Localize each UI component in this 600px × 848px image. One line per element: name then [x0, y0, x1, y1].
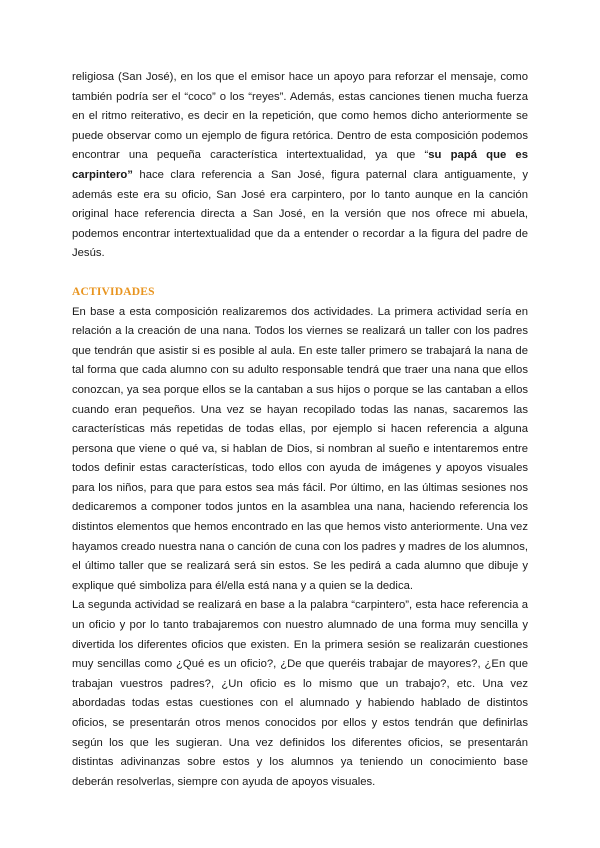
intro-bold-quote: su papá que es carpintero”	[72, 149, 528, 181]
document-page	[72, 68, 528, 792]
intro-paragraph	[72, 68, 528, 264]
activity-paragraph-2: La segunda actividad se realizará en base a la palabra “carpintero”, esta hace referencia a un oficio y por lo tanto trabajaremos con nuestro alumnado de una forma muy sencilla y divertida los diferentes oficios que existen. En la primera sesión se realizarán cuestiones muy sencillas como ¿Qué es un oficio?, ¿De que queréis trabajar de mayores?, ¿En que trabajan vuestros padres?, ¿Un oficio es lo mismo que un trabajo?, etc. Una vez abordadas todas estas cuestiones con el alumnado y habiendo hablado de distintos oficios, se presentarán otros menos conocidos por ellos y estos tendrán que definirlas según los que les sugieran. Una vez definidos los diferentes oficios, se presentarán distintas adivinanzas sobre estos y los alumnos ya teniendo un conocimiento base deberán resolverlas, siempre con ayuda de apoyos visuales.	[72, 599, 528, 788]
intro-text-before: religiosa (San José), en los que el emisor hace un apoyo para reforzar el mensaje, como también podría ser el “coco” o los “reyes”. Además, estas canciones tienen mucha fuerza en el ritmo reiterativo, es decir en la repetición, que como hemos dicho anteriormente se puede observar como un ejemplo de figura retórica. Dentro de esta composición podemos encontrar una pequeña característica intertextualidad, ya que “	[72, 71, 528, 162]
activity-paragraph-1: En base a esta composición realizaremos dos actividades. La primera actividad sería en relación a la creación de una nana. Todos los viernes se realizará un taller con los padres que tendrán que asistir si es posible al aula. En este taller primero se trabajará la nana de tal forma que cada alumno con su adulto responsable tendrá que traer una nana que ellos conozcan, ya sea porque ellos se la cantaban a sus hijos o porque se las cantaban a ellos cuando eran pequeños. Una vez se hayan recopilado todas las nanas, sacaremos las características más repetidas de todas ellas, por ejemplo si hacen referencia a alguna persona que viene o qué va, si hablan de Dios, si nombran al sueño e intentaremos entre todos definir estas características, todo ellos con ayuda de imágenes y apoyos visuales para los niños, para que para estos sea más fácil. Por último, en las últimas sesiones nos dedicaremos a componer todos juntos en la asamblea una nana, haciendo referencia los distintos elementos que hemos encontrado en las que hemos visto anteriormente. Una vez hayamos creado nuestra nana o canción de cuna con los padres y madres de los alumnos, el último taller que se realizará será sin estos. Se les pedirá a cada alumno que dibuje y explique qué simboliza para él/ella está nana y a quien se la dedica.	[72, 305, 528, 592]
intro-text-after: hace clara referencia a San José, figura paternal clara antiguamente, y además este era su oficio, San José era carpintero, por lo tanto aunque en la canción original hace referencia directa a San José, en la versión que nos ofrece mi abuela, podemos encontrar intertextualidad que da a entender o recordar a la figura del padre de Jesús.	[72, 168, 528, 260]
section-heading: ACTIVIDADES	[72, 285, 155, 298]
